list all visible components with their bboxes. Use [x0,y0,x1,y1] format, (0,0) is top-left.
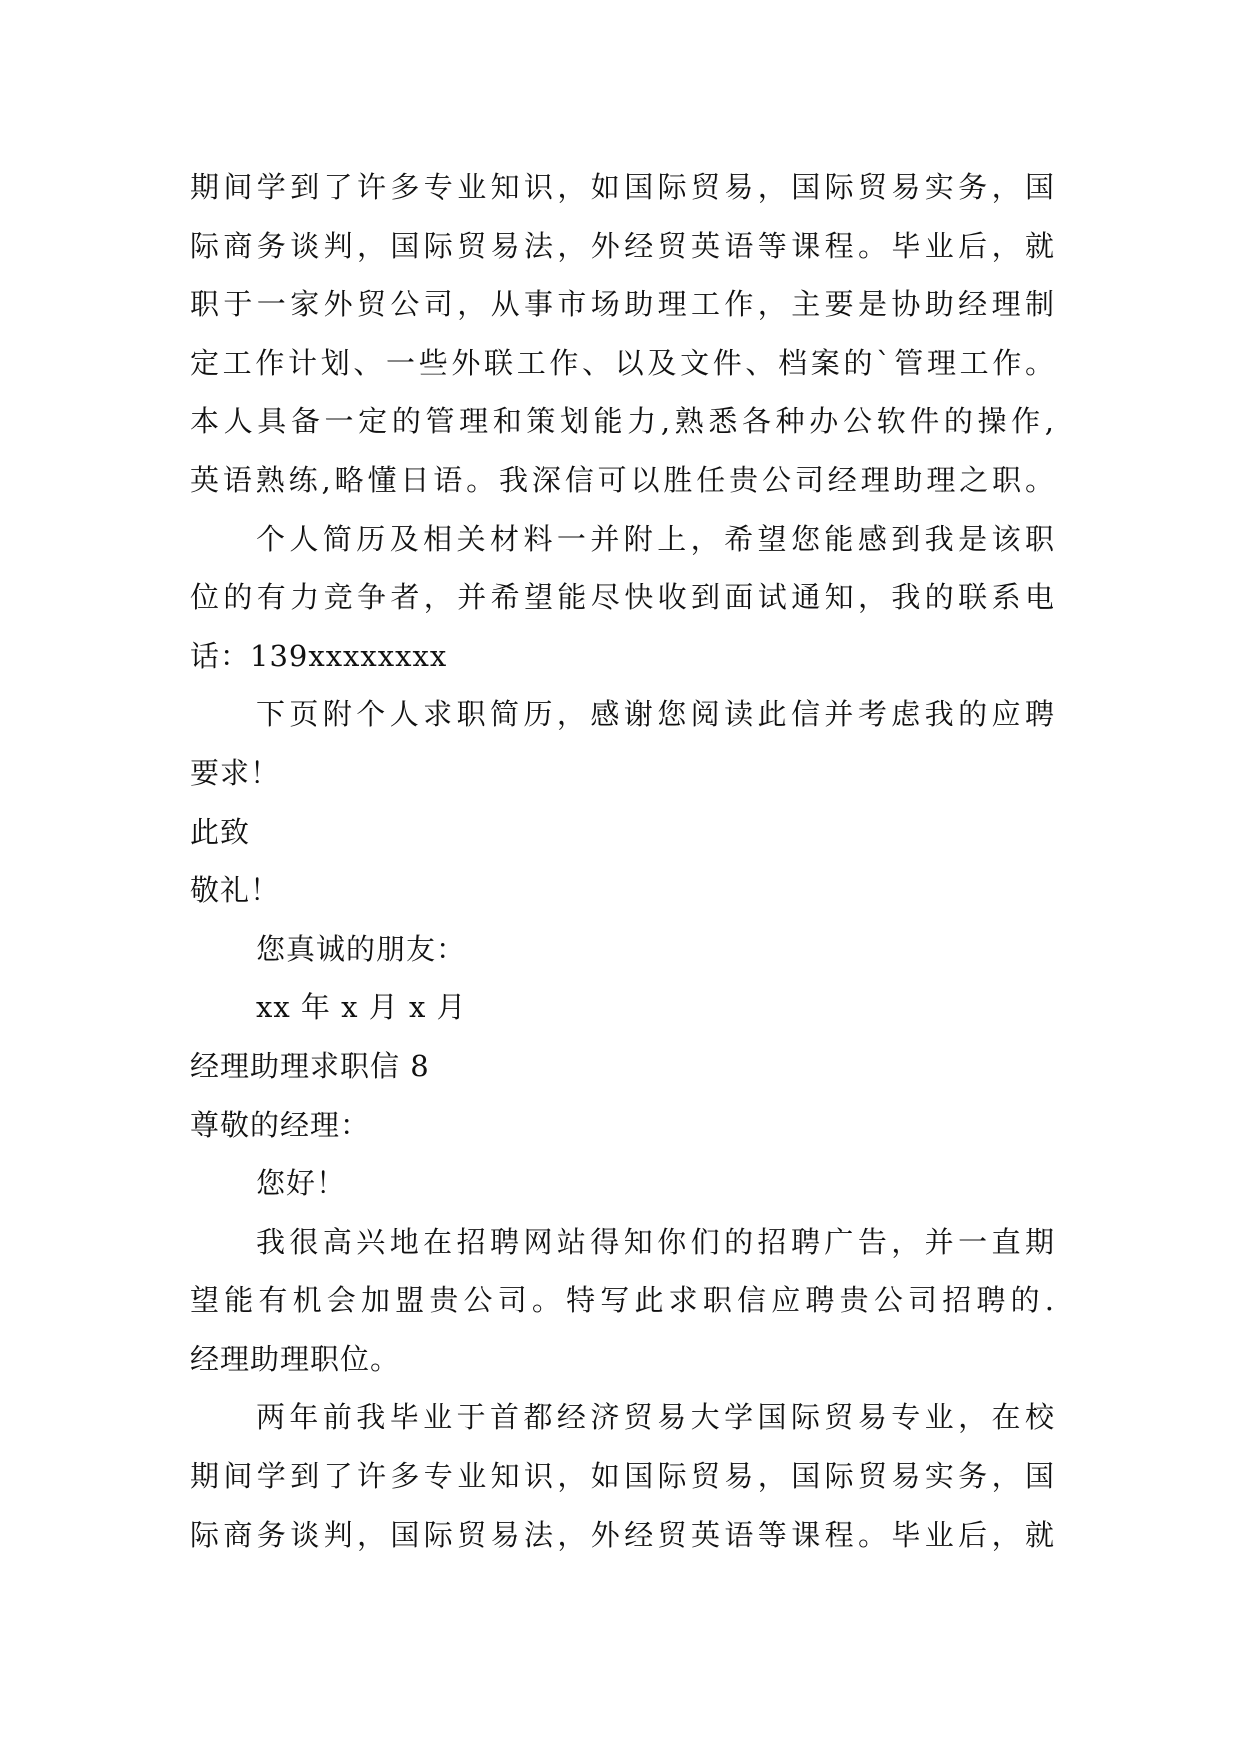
paragraph-first-line: 下页附个人求职简历，感谢您阅读此信并考虑我的应聘 [256,697,1055,732]
text-line: 位的有力竞争者，并希望能尽快收到面试通知，我的联系电 [190,580,1055,615]
text-line: 期间学到了许多专业知识，如国际贸易，国际贸易实务，国 [190,1459,1055,1494]
closing-salutation: 此致 [190,814,251,849]
text-line: 望能有机会加盟贵公司。特写此求职信应聘贵公司招聘的. [190,1283,1055,1318]
text-line: 际商务谈判，国际贸易法，外经贸英语等课程。毕业后，就 [190,228,1055,263]
paragraph-first-line: 个人简历及相关材料一并附上，希望您能感到我是该职 [256,521,1055,556]
text-line: 职于一家外贸公司，从事市场助理工作，主要是协助经理制 [190,287,1055,322]
paragraph-first-line: 我很高兴地在招聘网站得知你们的招聘广告，并一直期 [256,1224,1055,1259]
greeting: 您好！ [256,1166,347,1201]
phone-line: 话：139xxxxxxxx [190,638,448,673]
letter-body [190,158,1055,1564]
text-line: 英语熟练,略懂日语。我深信可以胜任贵公司经理助理之职。 [190,462,1055,497]
greeting-recipient: 尊敬的经理： [190,1107,371,1142]
text-line: 本人具备一定的管理和策划能力,熟悉各种办公软件的操作, [190,404,1055,439]
text-line: 定工作计划、一些外联工作、以及文件、档案的`管理工作。 [190,345,1055,380]
text-line: 要求！ [190,755,281,790]
text-line: 经理助理职位。 [190,1341,401,1376]
closing-regards: 敬礼！ [190,873,281,908]
paragraph-first-line: 两年前我毕业于首都经济贸易大学国际贸易专业，在校 [256,1400,1055,1435]
signature-line: 您真诚的朋友： [256,931,467,966]
section-title: 经理助理求职信 8 [190,1048,430,1083]
text-line: 期间学到了许多专业知识，如国际贸易，国际贸易实务，国 [190,170,1055,204]
text-line: 际商务谈判，国际贸易法，外经贸英语等课程。毕业后，就 [190,1517,1055,1552]
date-line: xx 年 x 月 x 月 [256,990,467,1025]
